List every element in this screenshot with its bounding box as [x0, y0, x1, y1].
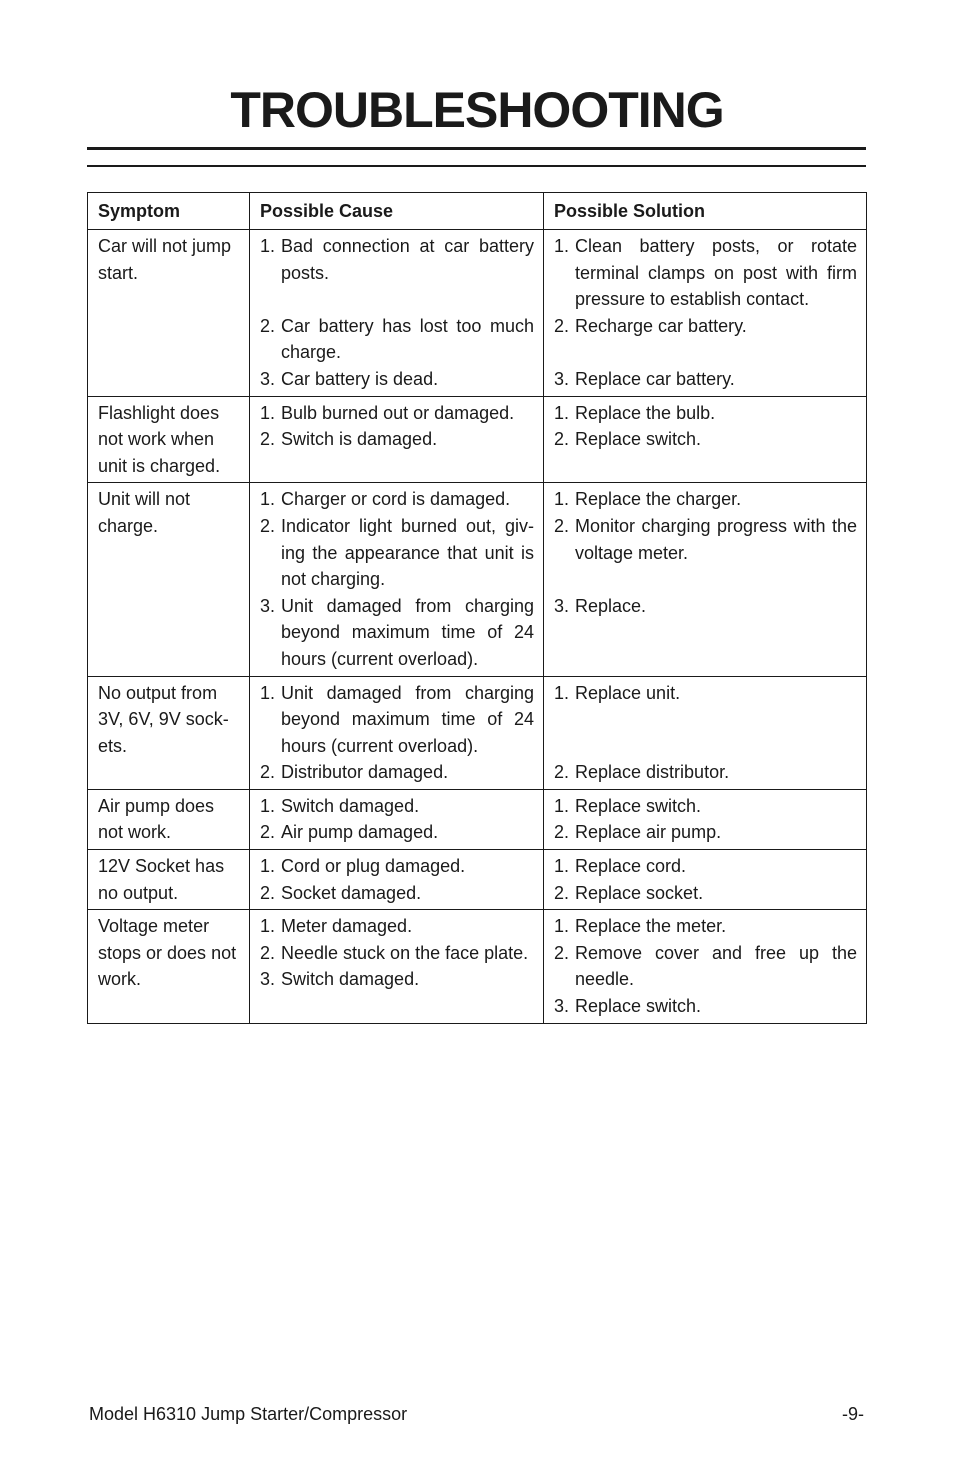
item-text: Switch is damaged. [281, 429, 438, 450]
item-text: Replace the meter. [575, 916, 727, 937]
item-number: 2. [554, 942, 570, 963]
symptom-cell [88, 483, 250, 676]
list-item [260, 853, 534, 880]
item-number: 1. [260, 236, 276, 256]
item-number: 2. [554, 315, 570, 336]
item-text: Switch damaged. [281, 795, 420, 816]
list-item [554, 853, 857, 880]
symptom-cell [88, 676, 250, 789]
symptom-cell [88, 850, 250, 910]
table-row [88, 676, 867, 789]
item-number: 1. [260, 795, 276, 816]
item-number: 2. [554, 822, 570, 843]
header-possible-solution: Possible Solution [544, 193, 867, 230]
table-row [88, 483, 867, 676]
solution-cell [544, 676, 867, 789]
item-number: 1. [260, 856, 276, 877]
item-text: Replace car battery. [575, 368, 735, 389]
solution-cell [544, 850, 867, 910]
page-title: TROUBLESHOOTING [230, 82, 724, 138]
table-row [88, 230, 867, 397]
item-text: Car battery has lost too much charge. [281, 315, 534, 363]
list-item [260, 426, 534, 453]
solution-cell [544, 483, 867, 676]
symptom-cell [88, 789, 250, 849]
item-number: 3. [260, 969, 276, 990]
item-text: Remove cover and free up the needle. [575, 942, 857, 990]
list-item [554, 913, 857, 940]
page-number: -9- [842, 1404, 864, 1424]
list-item [260, 400, 534, 427]
item-number: 3. [554, 368, 570, 389]
item-text: Meter damaged. [281, 916, 413, 937]
symptom-text: Air pump does not work. [98, 795, 215, 843]
item-text: Unit damaged from charging beyond maximum time of 24 hours (current overload). [281, 682, 534, 756]
item-text: Replace the bulb. [575, 402, 716, 423]
item-text: Replace air pump. [575, 822, 722, 843]
solution-cell [544, 396, 867, 483]
item-text: Replace switch. [575, 795, 702, 816]
list-item [260, 680, 534, 760]
item-text: Bad connection at car battery posts. [281, 236, 534, 283]
symptom-text: Car will not jump start. [98, 236, 232, 283]
item-number: 1. [554, 489, 570, 510]
table-row [88, 789, 867, 849]
item-number: 2. [554, 762, 570, 783]
list-item [554, 993, 857, 1020]
item-number: 3. [260, 368, 276, 389]
title-rule-thick [87, 147, 866, 150]
list-item [554, 940, 857, 993]
item-number: 2. [554, 882, 570, 903]
item-number: 1. [554, 916, 570, 937]
list-item [260, 593, 534, 673]
title-rule-thin [87, 165, 866, 167]
item-number: 2. [260, 429, 276, 450]
item-number: 2. [260, 315, 276, 336]
list-item [554, 819, 857, 846]
item-text: Monitor charging progress with the voltage meter. [575, 515, 857, 563]
item-text: Charger or cord is damaged. [281, 489, 511, 510]
footer-model: Model H6310 Jump Starter/Compressor [89, 1404, 408, 1424]
solution-cell [544, 230, 867, 397]
item-text: Replace the charger. [575, 489, 742, 510]
item-text: Replace switch. [575, 996, 702, 1017]
item-text: Recharge car battery. [575, 315, 747, 336]
item-text: Replace switch. [575, 429, 702, 450]
list-item [554, 513, 857, 566]
item-number: 2. [260, 942, 276, 963]
header-symptom: Symptom [88, 193, 250, 230]
item-number: 2. [260, 882, 276, 903]
solution-cell [544, 910, 867, 1023]
item-number: 1. [260, 682, 276, 703]
solution-cell [544, 789, 867, 849]
list-item [554, 793, 857, 820]
list-item [554, 759, 857, 786]
cause-cell [250, 850, 544, 910]
header-possible-cause: Possible Cause [250, 193, 544, 230]
table-header-row [88, 193, 867, 230]
list-item [554, 486, 857, 513]
item-text: Distributor damaged. [281, 762, 449, 783]
item-number: 1. [554, 682, 570, 703]
item-number: 3. [260, 595, 276, 616]
list-item [260, 759, 534, 786]
symptom-text: Voltage meter stops or does not work. [98, 916, 237, 990]
list-item [554, 680, 857, 707]
list-item [260, 966, 534, 993]
list-item [260, 940, 534, 967]
item-text: Air pump damaged. [281, 822, 439, 843]
list-item [260, 880, 534, 907]
item-text: Needle stuck on the face plate. [281, 942, 529, 963]
table-row [88, 396, 867, 483]
list-item [260, 233, 534, 286]
cause-cell [250, 676, 544, 789]
list-item [260, 819, 534, 846]
item-text: Indicator light burned out, giv-ing the appearance that unit is not charging. [281, 515, 534, 590]
list-item [554, 313, 857, 340]
item-text: Replace unit. [575, 682, 681, 703]
symptom-text: Flashlight does not work when unit is charged. [98, 402, 221, 476]
list-item [260, 313, 534, 366]
cause-cell [250, 483, 544, 676]
item-number: 1. [260, 402, 276, 423]
cause-cell [250, 230, 544, 397]
symptom-text: 12V Socket has no output. [98, 856, 225, 903]
symptom-cell [88, 396, 250, 483]
list-item [554, 400, 857, 427]
item-number: 3. [554, 996, 570, 1017]
item-text: Clean battery posts, or rotate terminal clamps on post with firm pressure to establish contact. [575, 236, 857, 310]
item-number: 2. [260, 762, 276, 783]
item-text: Replace distributor. [575, 762, 730, 783]
item-number: 1. [260, 489, 276, 510]
cause-cell [250, 789, 544, 849]
list-item [260, 366, 534, 393]
symptom-text: Unit will not charge. [98, 489, 191, 536]
list-item [554, 366, 857, 393]
table-row [88, 910, 867, 1023]
item-text: Cord or plug damaged. [281, 856, 466, 877]
item-number: 2. [554, 515, 570, 536]
symptom-cell [88, 230, 250, 397]
item-number: 2. [260, 822, 276, 843]
item-number: 1. [554, 402, 570, 423]
list-item [260, 793, 534, 820]
item-text: Socket damaged. [281, 882, 422, 903]
cause-cell [250, 396, 544, 483]
item-number: 1. [554, 795, 570, 816]
symptom-cell [88, 910, 250, 1023]
item-text: Bulb burned out or damaged. [281, 402, 515, 423]
list-item [260, 513, 534, 593]
list-item [554, 880, 857, 907]
item-text: Switch damaged. [281, 969, 420, 990]
item-number: 2. [260, 515, 276, 536]
list-item [554, 426, 857, 453]
item-text: Unit damaged from charging beyond maximum time of 24 hours (current overload). [281, 595, 534, 669]
list-item [554, 233, 857, 313]
cause-cell [250, 910, 544, 1023]
table-row [88, 850, 867, 910]
list-item [260, 913, 534, 940]
symptom-text: No output from 3V, 6V, 9V sock-ets. [98, 682, 229, 756]
item-number: 1. [260, 916, 276, 937]
item-number: 1. [554, 236, 570, 256]
item-number: 1. [554, 856, 570, 877]
item-text: Replace. [575, 595, 647, 616]
item-number: 2. [554, 429, 570, 450]
item-number: 3. [554, 595, 570, 616]
item-text: Replace cord. [575, 856, 687, 877]
item-text: Replace socket. [575, 882, 704, 903]
list-item [554, 593, 857, 620]
item-text: Car battery is dead. [281, 368, 439, 389]
troubleshooting-table [87, 192, 867, 1024]
list-item [260, 486, 534, 513]
